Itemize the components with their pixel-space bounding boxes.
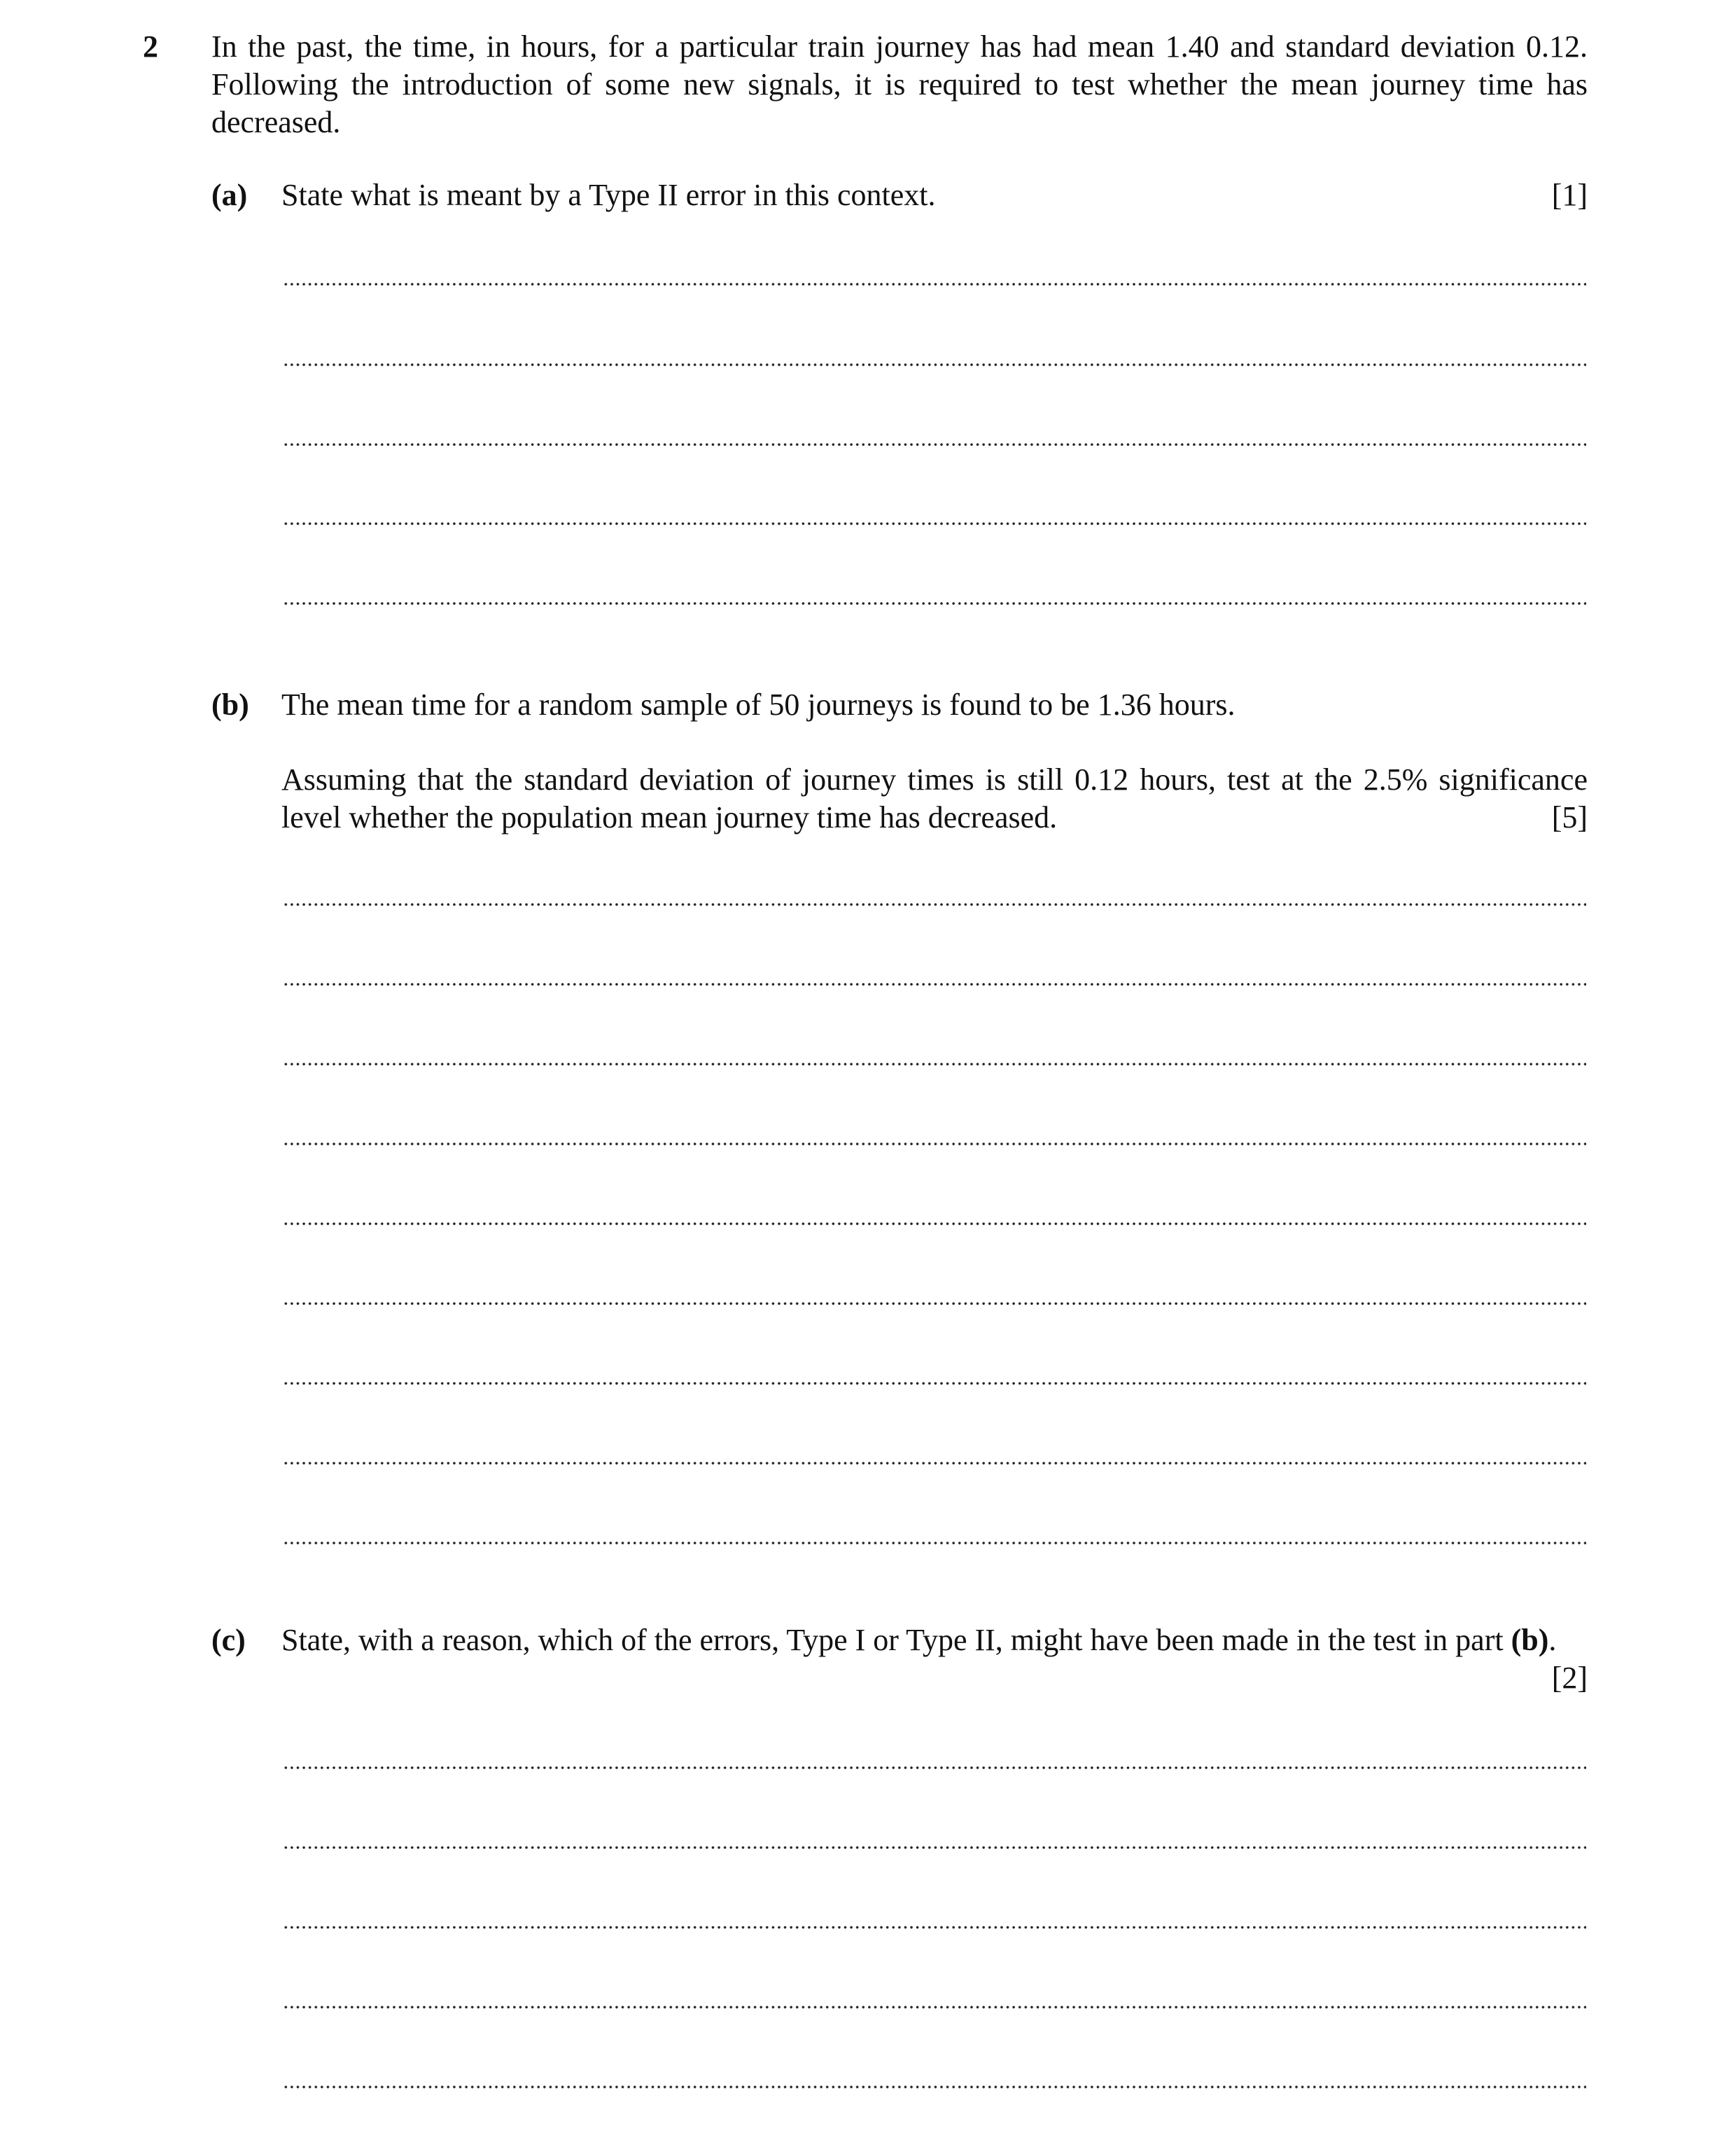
part-c-marks: [2] (1551, 1661, 1588, 1695)
answer-line[interactable] (283, 1382, 1586, 1385)
part-c-text (281, 1621, 1588, 1659)
answer-line[interactable] (283, 1766, 1586, 1769)
part-b-marks: [5] (1551, 800, 1588, 835)
question-number: 2 (143, 29, 158, 64)
answer-line[interactable] (283, 1846, 1586, 1849)
answer-line[interactable] (283, 1542, 1586, 1544)
answer-line[interactable] (283, 983, 1586, 986)
answer-line[interactable] (283, 2086, 1586, 2088)
answer-line[interactable] (283, 1302, 1586, 1305)
answer-line[interactable] (283, 283, 1586, 286)
answer-line[interactable] (283, 602, 1586, 605)
part-c-text-end: . (1548, 1623, 1557, 1657)
answer-line[interactable] (283, 1926, 1586, 1929)
answer-line[interactable] (283, 903, 1586, 906)
part-c-label: (c) (211, 1623, 246, 1657)
part-b-label: (b) (211, 687, 249, 722)
part-c-text-ref: (b) (1511, 1623, 1549, 1657)
part-a-text: State what is meant by a Type II error in this context. (281, 178, 936, 212)
answer-line[interactable] (283, 363, 1586, 366)
answer-line[interactable] (283, 1222, 1586, 1225)
question-stem: In the past, the time, in hours, for a particular train journey has had mean 1.40 and standard deviation 0.12. Following the introduction of some new signals, it is required to test whether the mean journey time has decreased. (211, 29, 1588, 139)
part-a-marks: [1] (1551, 178, 1588, 212)
answer-line[interactable] (283, 522, 1586, 525)
answer-line[interactable] (283, 2006, 1586, 2009)
part-a-label: (a) (211, 178, 248, 212)
part-b-text-2: Assuming that the standard deviation of journey times is still 0.12 hours, test at the 2.5% significance level whether the population mean journey time has decreased. (281, 762, 1588, 835)
answer-line[interactable] (283, 1143, 1586, 1145)
part-b-text-1: The mean time for a random sample of 50 journeys is found to be 1.36 hours. (281, 687, 1236, 722)
part-c-text-main: State, with a reason, which of the errors, Type I or Type II, might have been made in the test in part (281, 1623, 1511, 1657)
answer-line[interactable] (283, 1063, 1586, 1066)
answer-line[interactable] (283, 1462, 1586, 1465)
answer-line[interactable] (283, 443, 1586, 446)
